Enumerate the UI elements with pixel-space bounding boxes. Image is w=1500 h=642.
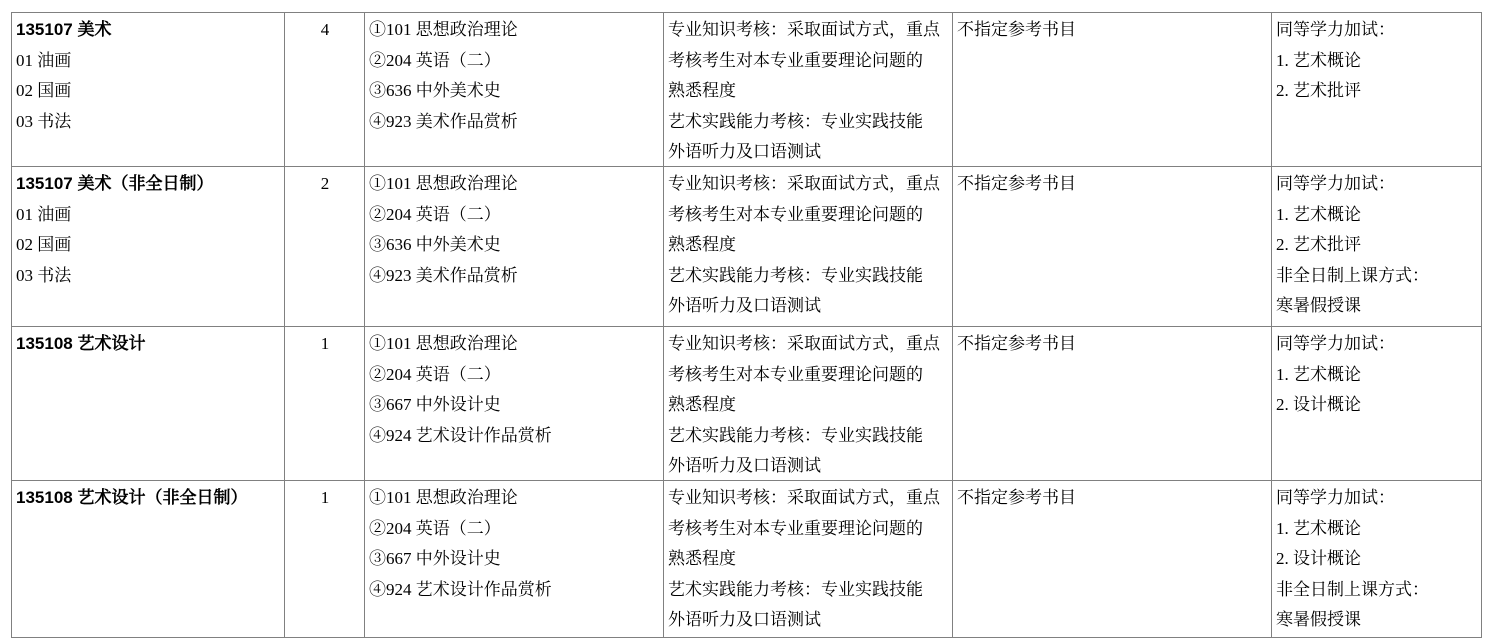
- note-line: 同等学力加试：: [1276, 174, 1395, 193]
- assessment-line: 专业知识考核：采取面试方式，重点: [668, 174, 940, 193]
- assessment-line: 艺术实践能力考核：专业实践技能: [668, 425, 923, 445]
- specialization: 01 油画: [16, 204, 72, 224]
- subject-line: ①101 思想政治理论: [369, 20, 518, 39]
- assessment-line: 外语听力及口语测试: [668, 456, 821, 475]
- note-line: 非全日制上课方式：: [1276, 579, 1429, 599]
- specialization: 03 书法: [16, 111, 72, 131]
- subject-line: ③636 中外美术史: [369, 235, 501, 254]
- subject-line: ④923 美术作品赏析: [369, 111, 518, 131]
- references-text: 不指定参考书目: [957, 20, 1076, 39]
- assessment-line: 专业知识考核：采取面试方式，重点: [668, 334, 940, 353]
- subject-line: ④923 美术作品赏析: [369, 265, 518, 285]
- quota-value: 1: [320, 334, 330, 353]
- note-line: 同等学力加试：: [1276, 20, 1395, 39]
- quota-cell: [285, 13, 365, 167]
- assessment-line: 外语听力及口语测试: [668, 610, 821, 629]
- assessment-cell: [664, 327, 953, 481]
- program-cell: [12, 167, 285, 327]
- program-title: 135107 美术: [16, 20, 112, 39]
- references-cell: [953, 13, 1272, 167]
- assessment-line: 艺术实践能力考核：专业实践技能: [668, 111, 923, 131]
- assessment-line: 艺术实践能力考核：专业实践技能: [668, 579, 923, 599]
- quota-cell: [285, 327, 365, 481]
- subject-line: ③667 中外设计史: [369, 549, 501, 568]
- specialization: 01 油画: [16, 50, 72, 70]
- subject-line: ①101 思想政治理论: [369, 488, 518, 507]
- subjects-cell: [365, 481, 664, 638]
- note-line: 1. 艺术概论: [1276, 518, 1361, 538]
- note-line: 2. 艺术批评: [1276, 235, 1361, 254]
- assessment-line: 外语听力及口语测试: [668, 142, 821, 161]
- references-cell: [953, 327, 1272, 481]
- note-line: 同等学力加试：: [1276, 488, 1395, 507]
- note-line: 1. 艺术概论: [1276, 364, 1361, 384]
- program-cell: [12, 13, 285, 167]
- program-title: 135108 艺术设计（非全日制）: [16, 488, 248, 507]
- admissions-table: [11, 12, 1482, 638]
- references-cell: [953, 167, 1272, 327]
- assessment-line: 熟悉程度: [668, 235, 736, 254]
- assessment-line: 考核考生对本专业重要理论问题的: [668, 204, 923, 224]
- note-line: 寒暑假授课: [1276, 610, 1361, 629]
- quota-value: 2: [320, 174, 330, 193]
- subject-line: ④924 艺术设计作品赏析: [369, 425, 552, 445]
- assessment-line: 熟悉程度: [668, 81, 736, 100]
- subjects-cell: [365, 167, 664, 327]
- assessment-line: 外语听力及口语测试: [668, 296, 821, 315]
- note-line: 1. 艺术概论: [1276, 50, 1361, 70]
- notes-cell: [1272, 13, 1482, 167]
- assessment-line: 艺术实践能力考核：专业实践技能: [668, 265, 923, 285]
- assessment-line: 考核考生对本专业重要理论问题的: [668, 518, 923, 538]
- subject-line: ③636 中外美术史: [369, 81, 501, 100]
- references-text: 不指定参考书目: [957, 488, 1076, 507]
- subject-line: ②204 英语（二）: [369, 518, 501, 538]
- notes-cell: [1272, 481, 1482, 638]
- quota-cell: [285, 481, 365, 638]
- subject-line: ②204 英语（二）: [369, 50, 501, 70]
- subjects-cell: [365, 13, 664, 167]
- subject-line: ②204 英语（二）: [369, 204, 501, 224]
- subjects-cell: [365, 327, 664, 481]
- program-title: 135107 美术（非全日制）: [16, 174, 214, 193]
- quota-cell: [285, 167, 365, 327]
- subject-line: ①101 思想政治理论: [369, 174, 518, 193]
- note-line: 2. 艺术批评: [1276, 81, 1361, 100]
- note-line: 同等学力加试：: [1276, 334, 1395, 353]
- assessment-cell: [664, 13, 953, 167]
- program-cell: [12, 327, 285, 481]
- note-line: 非全日制上课方式：: [1276, 265, 1429, 285]
- program-cell: [12, 481, 285, 638]
- specialization: 02 国画: [16, 81, 72, 100]
- references-cell: [953, 481, 1272, 638]
- assessment-line: 熟悉程度: [668, 395, 736, 414]
- assessment-cell: [664, 481, 953, 638]
- references-text: 不指定参考书目: [957, 334, 1076, 353]
- program-title: 135108 艺术设计: [16, 334, 146, 353]
- assessment-cell: [664, 167, 953, 327]
- quota-value: 1: [320, 488, 330, 507]
- note-line: 2. 设计概论: [1276, 549, 1361, 568]
- notes-cell: [1272, 327, 1482, 481]
- subject-line: ④924 艺术设计作品赏析: [369, 579, 552, 599]
- assessment-line: 专业知识考核：采取面试方式，重点: [668, 20, 940, 39]
- references-text: 不指定参考书目: [957, 174, 1076, 193]
- assessment-line: 熟悉程度: [668, 549, 736, 568]
- note-line: 1. 艺术概论: [1276, 204, 1361, 224]
- subject-line: ①101 思想政治理论: [369, 334, 518, 353]
- quota-value: 4: [320, 20, 330, 39]
- note-line: 2. 设计概论: [1276, 395, 1361, 414]
- assessment-line: 考核考生对本专业重要理论问题的: [668, 364, 923, 384]
- assessment-line: 专业知识考核：采取面试方式，重点: [668, 488, 940, 507]
- subject-line: ②204 英语（二）: [369, 364, 501, 384]
- subject-line: ③667 中外设计史: [369, 395, 501, 414]
- specialization: 03 书法: [16, 265, 72, 285]
- note-line: 寒暑假授课: [1276, 296, 1361, 315]
- notes-cell: [1272, 167, 1482, 327]
- specialization: 02 国画: [16, 235, 72, 254]
- assessment-line: 考核考生对本专业重要理论问题的: [668, 50, 923, 70]
